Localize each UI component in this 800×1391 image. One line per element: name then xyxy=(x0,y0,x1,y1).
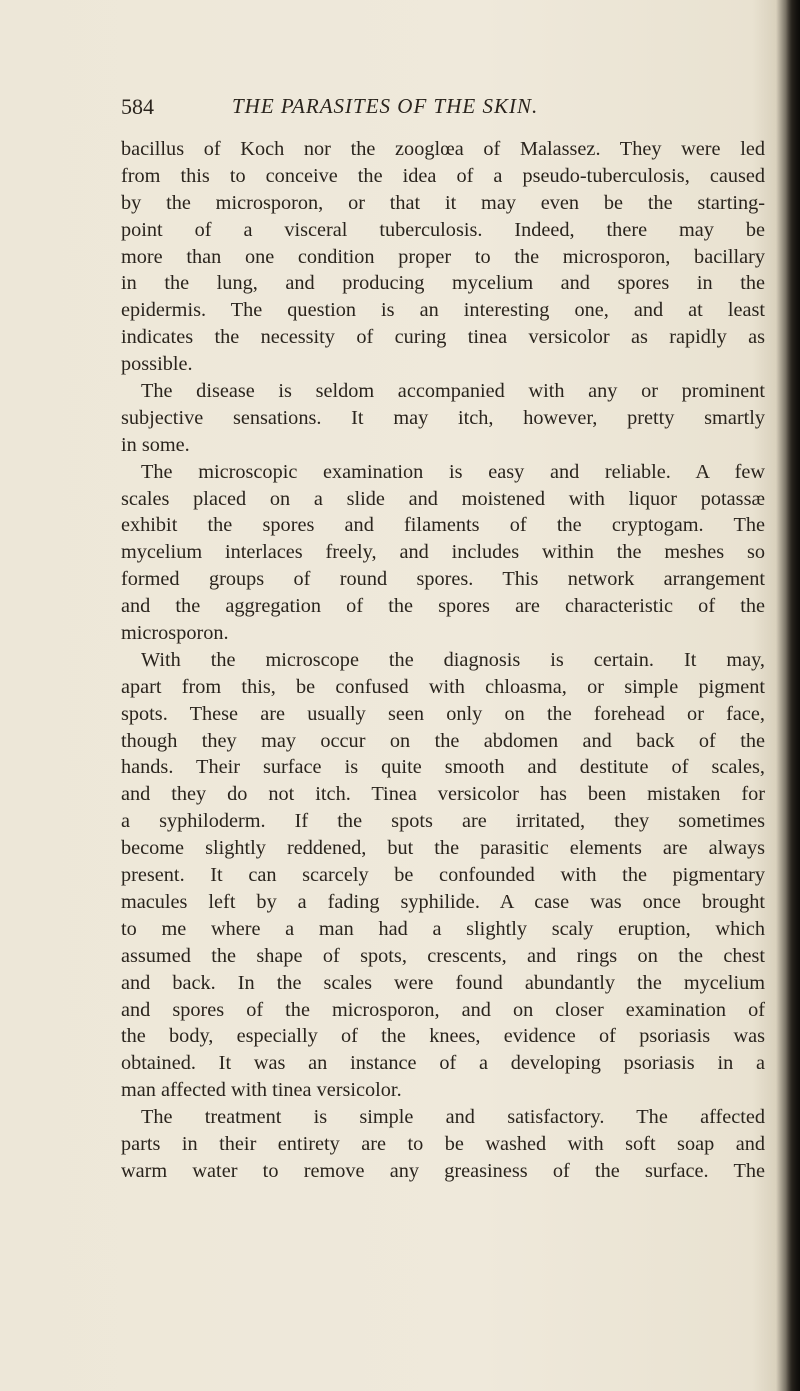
text-line: warm water to remove any greasiness of the surface. The xyxy=(121,1159,765,1182)
text-line: present. It can scarcely be confounded with the pigmentary xyxy=(121,864,765,887)
text-line: hands. Their surface is quite smooth and destitute of scales, xyxy=(121,756,765,779)
text-line: a syphiloderm. If the spots are irritated, they sometimes xyxy=(121,810,765,833)
text-line: exhibit the spores and filaments of the cryptogam. The xyxy=(121,514,765,537)
text-line: mycelium interlaces freely, and includes within the meshes so xyxy=(121,541,765,564)
text-line: become slightly reddened, but the parasitic elements are always xyxy=(121,837,765,860)
text-line: more than one condition proper to the microsporon, bacillary xyxy=(121,245,765,268)
text-line: scales placed on a slide and moistened with liquor potassæ xyxy=(121,487,765,510)
text-line: the body, especially of the knees, evidence of psoriasis was xyxy=(121,1025,765,1048)
text-line: point of a visceral tuberculosis. Indeed, there may be xyxy=(121,218,765,241)
text-line: formed groups of round spores. This network arrangement xyxy=(121,568,765,591)
text-line: microsporon. xyxy=(121,622,229,645)
text-line: in the lung, and producing mycelium and spores in the xyxy=(121,272,765,295)
text-line: apart from this, be confused with chloasma, or simple pigment xyxy=(121,675,765,698)
page-binding-shadow xyxy=(786,0,800,1391)
text-line: man affected with tinea versicolor. xyxy=(121,1079,402,1102)
text-line: macules left by a fading syphilide. A case was once brought xyxy=(121,890,765,913)
text-line: subjective sensations. It may itch, however, pretty smartly xyxy=(121,406,765,429)
text-line: assumed the shape of spots, crescents, and rings on the chest xyxy=(121,944,765,967)
paragraph-first-line: The treatment is simple and satisfactory. The affected xyxy=(141,1106,765,1129)
paragraph-first-line: With the microscope the diagnosis is certain. It may, xyxy=(141,648,765,671)
text-line: possible. xyxy=(121,353,193,376)
text-line: by the microsporon, or that it may even be the starting- xyxy=(121,191,765,214)
text-line: and spores of the microsporon, and on closer examination of xyxy=(121,998,765,1021)
text-line: and they do not itch. Tinea versicolor has been mistaken for xyxy=(121,783,765,806)
paragraph-first-line: The microscopic examination is easy and reliable. A few xyxy=(141,460,765,483)
text-line: parts in their entirety are to be washed with soft soap and xyxy=(121,1132,765,1155)
text-line: and the aggregation of the spores are characteristic of the xyxy=(121,595,765,618)
body-text xyxy=(121,136,765,1185)
text-line: indicates the necessity of curing tinea versicolor as rapidly as xyxy=(121,326,765,349)
text-line: epidermis. The question is an interesting one, and at least xyxy=(121,299,765,322)
text-line: obtained. It was an instance of a developing psoriasis in a xyxy=(121,1052,765,1075)
page-header xyxy=(121,94,761,124)
text-line: and back. In the scales were found abundantly the mycelium xyxy=(121,971,765,994)
text-line: in some. xyxy=(121,433,190,456)
page-number: 584 xyxy=(121,94,154,119)
text-line: spots. These are usually seen only on the forehead or face, xyxy=(121,702,765,725)
paragraph-first-line: The disease is seldom accompanied with any or prominent xyxy=(141,380,765,403)
running-head: THE PARASITES OF THE SKIN. xyxy=(232,94,539,118)
text-line: bacillus of Koch nor the zooglœa of Malassez. They were led xyxy=(121,138,765,160)
text-line: from this to conceive the idea of a pseudo-tuberculosis, caused xyxy=(121,164,765,187)
text-line: though they may occur on the abdomen and back of the xyxy=(121,729,765,752)
text-line: to me where a man had a slightly scaly eruption, which xyxy=(121,917,765,940)
